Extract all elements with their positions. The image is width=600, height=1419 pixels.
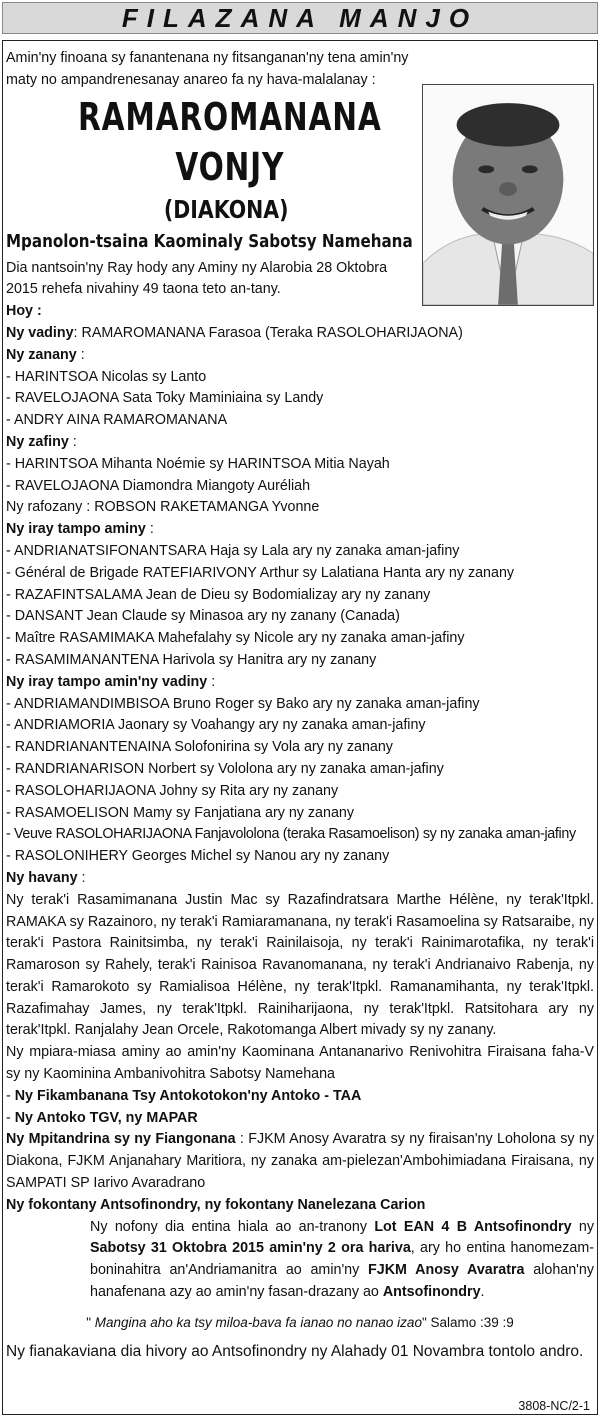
vadiny-value: : RAMAROMANANA Farasoa (Teraka RASOLOHARIJAONA) — [73, 324, 463, 341]
zafiny-label: Ny zafiny — [6, 433, 69, 450]
fandevenana-place: Antsofinondry — [382, 1284, 481, 1301]
list-item: - RAVELOJAONA Diamondra Miangoty Auréliah — [6, 477, 311, 494]
fandevenana-part: , ary ho entina hanomezam-boninahitra an'Andriamanitra ao amin'ny — [90, 1240, 594, 1279]
fokontany-text: Ny fokontany Antsofinondry, ny fokontany Nanelezana Carion — [6, 1196, 426, 1213]
list-item: - ANDRIAMANDIMBISOA Bruno Roger sy Bako ary ny zanaka aman-jafiny — [6, 695, 480, 712]
list-item: - RASOLONIHERY Georges Michel sy Nanou ary ny zanany — [6, 848, 390, 865]
quote-open: " — [86, 1314, 95, 1330]
list-item: - RASOLOHARIJAONA Johny sy Rita ary ny zanany — [6, 782, 339, 799]
havany-sep: : — [77, 869, 86, 886]
list-item: - RANDRIANARISON Norbert sy Vololona ary ny zanaka aman-jafiny — [6, 760, 444, 777]
list-item: - RAZAFINTSALAMA Jean de Dieu sy Bodomializay ary ny zanany — [6, 586, 431, 603]
deceased-title: Mpanolon-tsaina Kaominaly Sabotsy Namehana — [6, 230, 413, 252]
iray-tampo-vadiny-sep: : — [207, 673, 216, 690]
list-item: - Général de Brigade RATEFIARIVONY Arthur sy Lalatiana Hanta ary ny zanany — [6, 564, 515, 581]
death-text: Dia nantsoin'ny Ray hody any Aminy ny Alarobia 28 Oktobra 2015 rehefa nivahiny 49 taona teto an-tany. — [6, 259, 388, 298]
list-item: - RAVELOJAONA Sata Toky Maminiaina sy Landy — [6, 390, 324, 407]
list-item: - RASAMOELISON Mamy sy Fanjatiana ary ny zanany — [6, 804, 355, 821]
deceased-surname: RAMAROMANANA — [78, 94, 382, 139]
fandevenana-part: . — [480, 1284, 485, 1301]
zanany-label: Ny zanany — [6, 346, 77, 363]
iray-tampo-vadiny-heading — [6, 672, 594, 694]
list-item: - HARINTSOA Nicolas sy Lanto — [6, 368, 207, 385]
quote-text: Mangina aho ka tsy miloa-bava fa ianao no nanao izao — [94, 1314, 422, 1330]
fandevenana-date: Sabotsy 31 Oktobra 2015 amin'ny 2 ora hariva — [90, 1240, 411, 1257]
deceased-firstname: VONJY — [175, 144, 285, 189]
mpitandrina-text — [6, 1129, 594, 1194]
zanany-heading — [6, 345, 594, 367]
fandevenana-part: ny — [571, 1218, 594, 1235]
fianakaviana-text: Ny fianakaviana dia hivory ao Antsofinondry ny Alahady 01 Novambra tontolo andro. — [6, 1342, 584, 1360]
list-item: - ANDRY AINA RAMAROMANANA — [6, 412, 228, 429]
header-banner — [2, 2, 598, 34]
havany-label: Ny havany — [6, 869, 78, 886]
list-item: - HARINTSOA Mihanta Noémie sy HARINTSOA Mitia Nayah — [6, 455, 390, 472]
hoy-label: Hoy : — [6, 303, 42, 320]
taa-text: Ny Fikambanana Tsy Antokotokon'ny Antoko - TAA — [14, 1087, 362, 1104]
notice-content — [6, 48, 594, 1363]
havany-heading — [6, 868, 594, 890]
iray-tampo-heading — [6, 519, 594, 541]
list-item: - Maître RASAMIMAKA Mahefalahy sy Nicole ary ny zanaka aman-jafiny — [6, 630, 465, 647]
iray-tampo-sep: : — [145, 521, 154, 538]
list-item: - RANDRIANANTENAINA Solofonirina sy Vola ary ny zanany — [6, 739, 393, 756]
vadiny-label: Ny vadiny — [6, 324, 74, 341]
mpitandrina-label: Ny Mpitandrina sy ny Fiangonana — [6, 1131, 236, 1148]
tgv-prefix: - — [6, 1109, 15, 1126]
vadiny-line — [6, 323, 594, 345]
fandevenana-part: Ny nofony dia entina hiala ao an-tranony — [90, 1218, 375, 1235]
rafozany-line: Ny rafozany : ROBSON RAKETAMANGA Yvonne — [6, 499, 320, 516]
tgv-text: Ny Antoko TGV, ny MAPAR — [14, 1109, 198, 1126]
list-item: - RASAMIMANANTENA Harivola sy Hanitra ary ny zanany — [6, 651, 377, 668]
zafiny-heading — [6, 432, 594, 454]
tgv-line — [6, 1108, 594, 1130]
fandevenana-text — [6, 1217, 594, 1304]
fandevenana-address: Lot EAN 4 B Antsofinondry — [374, 1218, 572, 1235]
list-item: - ANDRIAMORIA Jaonary sy Voahangy ary ny zanaka aman-jafiny — [6, 717, 426, 734]
taa-line — [6, 1086, 594, 1108]
iray-tampo-vadiny-label: Ny iray tampo amin'ny vadiny — [6, 673, 208, 690]
havany-text: Ny terak'i Rasamimanana Justin Mac sy Razafindratsara Marthe Hélène, ny terak'Itpkl. RAMAKA sy Razainoro, ny terak'i Ramiaramanana, ny terak'i Rasamoelina sy Ratsaraibe, ny terak'i Pastora Rainitsimba, ny terak'i Rainilaisoja, ny terak'i Rainimarotafika, ny terak'i Ramaroson sy Rahely, terak'i Rainisoa Ravanomanana, ny terak'i Andrianaivo Rabenja, ny terak'i Ramarokoto sy Ramialisoa Hélène, ny terak'Itpkl. Ramanamihanta, ny terak'Itpkl. Razafimahay James, ny terak'Itpkl. Rainiharijaona, ny terak'Itpkl. Ratsitohara ary ny terak'Itpkl. Ranjalahy Jean Orcele, Rakotomanga Albert mivady sy ny zanany. — [6, 891, 594, 1039]
list-item: - DANSANT Jean Claude sy Minasoa ary ny zanany (Canada) — [6, 608, 400, 625]
fandevenana-church: FJKM Anosy Avaratra — [368, 1262, 525, 1279]
quote-reference: " Salamo :39 :9 — [421, 1314, 514, 1330]
list-item: - ANDRIANATSIFONANTSARA Haja sy Lala ary ny zanaka aman-jafiny — [6, 542, 460, 559]
zafiny-sep: : — [68, 433, 77, 450]
deceased-role: (DIAKONA) — [163, 194, 289, 224]
taa-prefix: - — [6, 1087, 15, 1104]
header-title: FILAZANA MANJO — [121, 2, 479, 33]
zanany-sep: : — [76, 346, 85, 363]
fandevenana-part: alohan'ny hanafenana azy ao amin'ny fasan-drazany ao — [90, 1262, 595, 1301]
iray-tampo-label: Ny iray tampo aminy — [6, 521, 146, 538]
miara-miasa-text: Ny mpiara-miasa aminy ao amin'ny Kaominana Antananarivo Renivohitra Firaisana faha-V sy ny Kaominina Ambanivohitra Sabotsy Namehana — [6, 1044, 594, 1083]
list-item: - Veuve RASOLOHARIJAONA Fanjavololona (teraka Rasamoelison) sy ny zanaka aman-jafiny — [6, 826, 576, 843]
bible-quote — [6, 1312, 594, 1334]
intro-text: Amin'ny finoana sy fanantenana ny fitsanganan'ny tena amin'ny maty no ampandrenesanay anareo fa ny hava-malalanay : — [6, 50, 409, 88]
reference-code: 3808-NC/2-1 — [518, 1399, 590, 1413]
mpitandrina-value: : FJKM Anosy Avaratra sy ny firaisan'ny Loholona sy ny Diakona, FJKM Anjanahary Maritiora, ny zanaka am-pielezan'Ambohimiadana Firaisana, ny SAMPATI SP Iarivo Avaradrano — [6, 1131, 594, 1192]
